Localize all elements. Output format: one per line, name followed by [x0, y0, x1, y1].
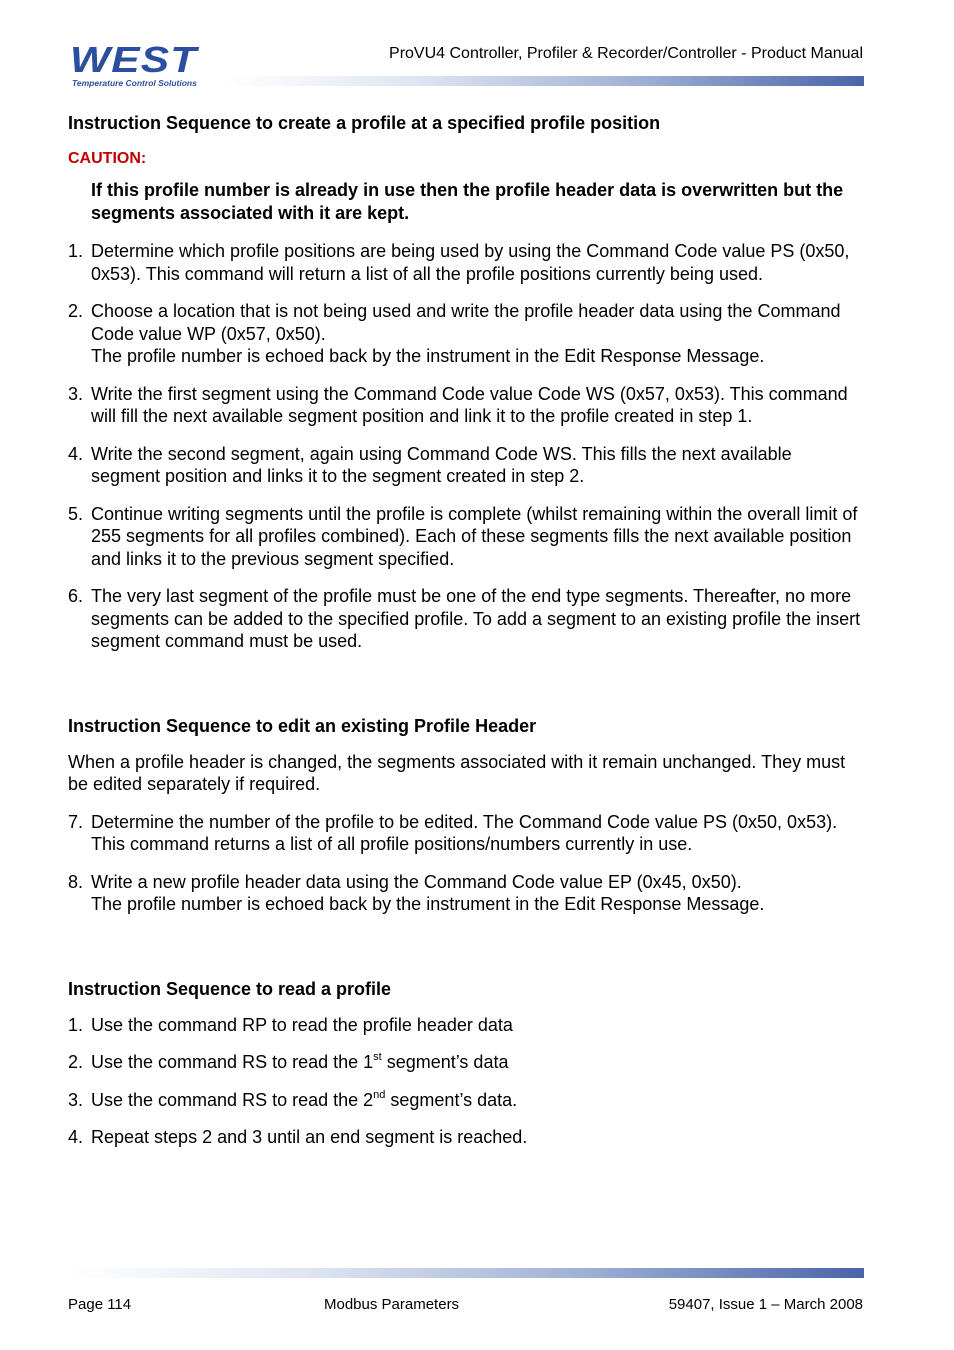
read-profile-steps [68, 1014, 864, 1149]
list-item: 2. Use the command RS to read the 1st segment’s data [68, 1051, 509, 1072]
section-heading-create-profile: Instruction Sequence to create a profile at a specified profile position [68, 113, 661, 133]
list-item: 4. Repeat steps 2 and 3 until an end segment is reached. [68, 1127, 528, 1147]
list-item: 6. The very last segment of the profile must be one of the end type segments. Thereafter, no more segments can be added to the specified profile. To add a segment to an existing profile the insert segment command must be used. [68, 586, 861, 651]
list-item: 4. Write the second segment, again using Command Code WS. This fills the next available segment position and links it to the segment created in step 2. [68, 443, 792, 486]
list-item: 1. Determine which profile positions are being used by using the Command Code value PS (0x50, 0x53). This command will return a list of all the profile positions currently being used. [68, 241, 850, 284]
list-item: 3. Write the first segment using the Command Code value Code WS (0x57, 0x53). This command will fill the next available segment position and link it to the profile created in step 1. [68, 383, 848, 426]
section-heading-edit-header: Instruction Sequence to edit an existing Profile Header [68, 715, 537, 736]
section-heading-read-profile: Instruction Sequence to read a profile [68, 978, 392, 999]
caution-label: CAUTION: [68, 150, 147, 167]
edit-header-steps [68, 811, 864, 916]
page-number: Page 114 [68, 1296, 132, 1313]
document-title: ProVU4 Controller, Profiler & Recorder/Controller - Product Manual [389, 45, 863, 62]
west-logo [70, 39, 222, 90]
footer-doc-ref: 59407, Issue 1 – March 2008 [668, 1296, 863, 1313]
logo-tagline: Temperature Control Solutions [72, 78, 197, 88]
list-item: 7. Determine the number of the profile to be edited. The Command Code value PS (0x50, 0x53). This command returns a list of all profile positions/numbers currently in use. [68, 811, 838, 854]
caution-text: If this profile number is already in use then the profile header data is overwritten but the segments associated with it are kept. [91, 180, 844, 223]
footer-section-name: Modbus Parameters [324, 1296, 460, 1313]
list-item: 5. Continue writing segments until the profile is complete (whilst remaining within the overall limit of 255 segments for all profiles combined). Each of these segments fills the next available position and links it to the previous segment specified. [68, 503, 858, 569]
footer-rule [68, 1268, 864, 1278]
header-rule [224, 76, 864, 86]
section-intro: When a profile header is changed, the segments associated with it remain unchanged. They must be edited separately if required. [68, 751, 846, 794]
logo-wordmark: WEST [70, 39, 198, 80]
page-content [68, 112, 864, 1149]
list-item: 1. Use the command RP to read the profile header data [68, 1014, 513, 1035]
create-profile-steps [68, 240, 864, 653]
list-item: 3. Use the command RS to read the 2nd segment’s data. [68, 1088, 518, 1110]
list-item: 8. Write a new profile header data using the Command Code value EP (0x45, 0x50). The profile number is echoed back by the instrument in the Edit Response Message. [68, 871, 765, 914]
list-item: 2. Choose a location that is not being used and write the profile header data using the Command Code value WP (0x57, 0x50). The profile number is echoed back by the instrument in the Edit Response Message. [68, 301, 841, 366]
